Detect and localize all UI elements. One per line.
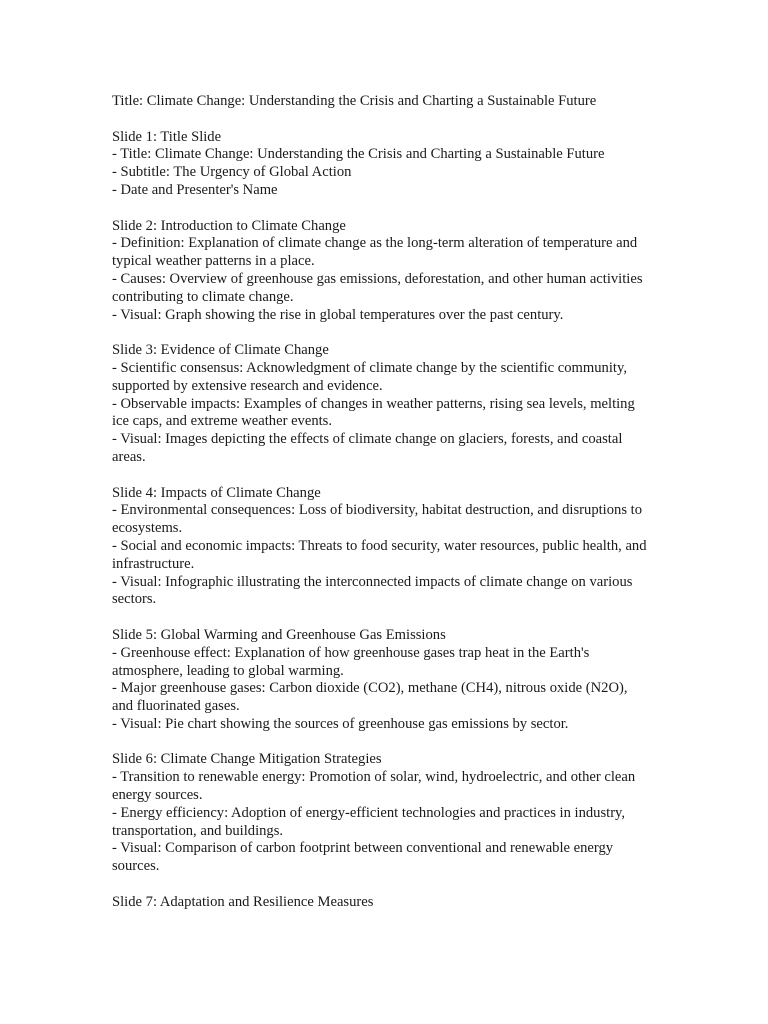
slide-heading: Slide 3: Evidence of Climate Change (112, 342, 329, 359)
slide-section (112, 894, 652, 912)
slide-bullet: - Scientific consensus: Acknowledgment of climate change by the scientific community, supported by extensive research and evidence. (112, 359, 631, 394)
slide-bullet: - Observable impacts: Examples of changes in weather patterns, rising sea levels, melting ice caps, and extreme weather events. (112, 395, 639, 430)
slide-section (112, 485, 652, 610)
slide-bullet: - Visual: Infographic illustrating the interconnected impacts of climate change on various sectors. (112, 573, 637, 608)
slide-bullet: - Date and Presenter's Name (112, 181, 278, 198)
slide-section (112, 627, 652, 734)
slide-bullet: - Energy efficiency: Adoption of energy-efficient technologies and practices in industry, transportation, and buildings. (112, 804, 629, 839)
slide-bullet: - Social and economic impacts: Threats to food security, water resources, public health, and infrastructure. (112, 537, 651, 572)
slide-section (112, 218, 652, 325)
document-title: Title: Climate Change: Understanding the Crisis and Charting a Sustainable Future (112, 93, 597, 109)
slide-heading: Slide 7: Adaptation and Resilience Measures (112, 893, 374, 910)
slide-section (112, 751, 652, 876)
slide-bullet: - Causes: Overview of greenhouse gas emissions, deforestation, and other human activities contributing to climate change. (112, 270, 647, 305)
slide-bullet: - Subtitle: The Urgency of Global Action (112, 164, 352, 181)
slide-bullet: - Visual: Pie chart showing the sources of greenhouse gas emissions by sector. (112, 715, 569, 732)
slides-list (112, 129, 652, 912)
slide-heading: Slide 5: Global Warming and Greenhouse Gas Emissions (112, 626, 446, 643)
slide-bullet: - Greenhouse effect: Explanation of how greenhouse gases trap heat in the Earth's atmosphere, leading to global warming. (112, 644, 593, 679)
slide-heading: Slide 6: Climate Change Mitigation Strategies (112, 751, 382, 768)
document-page (112, 93, 652, 912)
slide-bullet: - Title: Climate Change: Understanding the Crisis and Charting a Sustainable Future (112, 146, 605, 163)
slide-heading: Slide 1: Title Slide (112, 128, 222, 145)
slide-bullet: - Visual: Comparison of carbon footprint between conventional and renewable energy sources. (112, 840, 617, 875)
slide-heading: Slide 4: Impacts of Climate Change (112, 484, 321, 501)
slide-bullet: - Visual: Images depicting the effects of climate change on glaciers, forests, and coastal areas. (112, 431, 627, 465)
slide-bullet: - Environmental consequences: Loss of biodiversity, habitat destruction, and disruptions to ecosystems. (112, 502, 646, 537)
slide-section (112, 129, 652, 200)
slide-bullet: - Visual: Graph showing the rise in global temperatures over the past century. (112, 306, 564, 323)
slide-heading: Slide 2: Introduction to Climate Change (112, 217, 346, 234)
slide-bullet: - Definition: Explanation of climate change as the long-term alteration of temperature and typical weather patterns in a place. (112, 235, 641, 270)
slide-bullet: - Major greenhouse gases: Carbon dioxide (CO2), methane (CH4), nitrous oxide (N2O), and fluorinated gases. (112, 680, 632, 715)
slide-bullet: - Transition to renewable energy: Promotion of solar, wind, hydroelectric, and other clean energy sources. (112, 769, 639, 804)
slide-section (112, 342, 652, 467)
